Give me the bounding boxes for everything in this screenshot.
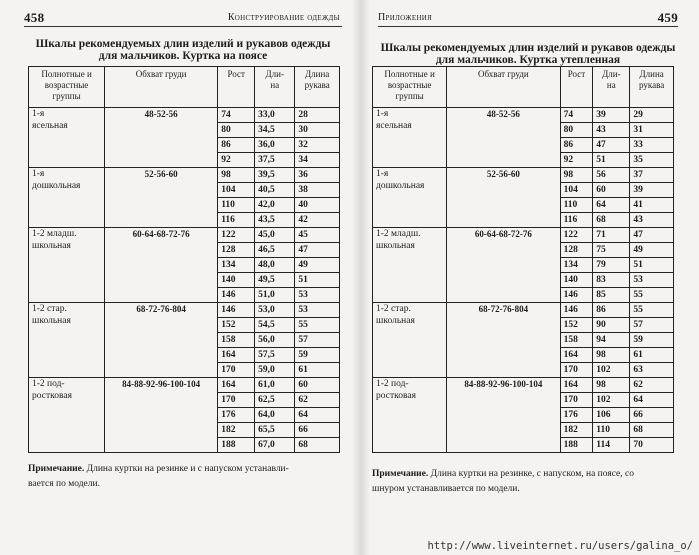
length-cell: 48,0: [255, 258, 295, 273]
length-cell: 56,0: [255, 333, 295, 348]
header-line: рукава: [304, 80, 330, 90]
length-cell: 40,5: [255, 183, 295, 198]
header-row: [373, 67, 674, 108]
sleeve-cell: 55: [630, 288, 674, 303]
height-cell: 128: [218, 243, 255, 258]
sleeve-cell: 36: [295, 168, 340, 183]
chest-cell: 52-56-60: [447, 168, 560, 228]
header-line: на: [270, 80, 280, 90]
book-gutter: [352, 0, 370, 555]
length-cell: 64,0: [255, 408, 295, 423]
height-cell: 170: [218, 363, 255, 378]
height-cell: 140: [560, 273, 593, 288]
table-note: [372, 467, 678, 497]
header-line: Полнотные и: [41, 69, 92, 79]
length-cell: 71: [593, 228, 630, 243]
length-cell: 33,0: [255, 108, 295, 123]
chest-cell: 84-88-92-96-100-104: [447, 378, 560, 453]
length-cell: 49,5: [255, 273, 295, 288]
height-cell: 104: [218, 183, 255, 198]
height-cell: 74: [560, 108, 593, 123]
sleeve-cell: 37: [630, 168, 674, 183]
group-label: школьная: [376, 241, 415, 251]
sleeve-cell: 49: [295, 258, 340, 273]
length-cell: 37,5: [255, 153, 295, 168]
chest-cell: 68-72-76-804: [447, 303, 560, 378]
sleeve-cell: 32: [295, 138, 340, 153]
sleeve-cell: 42: [295, 213, 340, 228]
length-cell: 60: [593, 183, 630, 198]
sleeve-cell: 53: [295, 303, 340, 318]
height-cell: 140: [218, 273, 255, 288]
page-number: 458: [24, 10, 45, 25]
height-cell: 74: [218, 108, 255, 123]
chest-cell: 60-64-68-72-76: [447, 228, 560, 303]
table-title: [378, 42, 678, 66]
length-cell: 102: [593, 363, 630, 378]
table-title-line: для мальчиков. Куртка на поясе: [98, 50, 268, 62]
group-cell: [373, 303, 447, 378]
note-text: вается по модели.: [28, 479, 100, 489]
height-cell: 92: [560, 153, 593, 168]
left-page: [24, 0, 342, 540]
header-line: группы: [52, 91, 81, 101]
length-cell: 75: [593, 243, 630, 258]
group-label: ясельная: [32, 121, 68, 131]
sleeve-cell: 53: [295, 288, 340, 303]
table-body: [373, 108, 674, 453]
height-cell: 80: [560, 123, 593, 138]
table-row: [373, 168, 674, 183]
height-cell: 164: [218, 378, 255, 393]
header-line: рукава: [639, 80, 665, 90]
header-line: возрастные: [44, 80, 89, 90]
note-label: Примечание.: [28, 464, 85, 474]
sleeve-cell: 35: [630, 153, 674, 168]
table-row: [373, 108, 674, 123]
length-cell: 36,0: [255, 138, 295, 153]
sleeve-cell: 61: [295, 363, 340, 378]
group-cell: [29, 228, 105, 303]
length-cell: 51: [593, 153, 630, 168]
length-cell: 47: [593, 138, 630, 153]
group-cell: [373, 378, 447, 453]
size-table: [372, 66, 674, 453]
length-cell: 114: [593, 438, 630, 453]
height-cell: 134: [560, 258, 593, 273]
length-cell: 102: [593, 393, 630, 408]
sleeve-cell: 66: [295, 423, 340, 438]
height-cell: 146: [218, 288, 255, 303]
chest-cell: 68-72-76-804: [105, 303, 218, 378]
group-cell: [29, 378, 105, 453]
length-cell: 79: [593, 258, 630, 273]
length-cell: 110: [593, 423, 630, 438]
header-line: Длина: [639, 69, 664, 79]
group-label: 1-я: [376, 169, 389, 179]
height-cell: 116: [560, 213, 593, 228]
running-head: [378, 10, 678, 27]
table-title-line: Шкалы рекомендуемых длин изделий и рукавов одежды: [35, 38, 331, 50]
sleeve-cell: 62: [295, 393, 340, 408]
header-row: [29, 67, 340, 108]
running-head: [24, 10, 342, 27]
table-row: [373, 378, 674, 393]
length-cell: 65,5: [255, 423, 295, 438]
header-height: Рост: [218, 67, 255, 108]
length-cell: 45,0: [255, 228, 295, 243]
group-cell: [373, 168, 447, 228]
table-row: [29, 108, 340, 123]
height-cell: 146: [560, 303, 593, 318]
sleeve-cell: 28: [295, 108, 340, 123]
header-sleeve: [295, 67, 340, 108]
sleeve-cell: 64: [295, 408, 340, 423]
group-cell: [29, 108, 105, 168]
header-line: Длина: [305, 69, 330, 79]
height-cell: 182: [218, 423, 255, 438]
height-cell: 164: [218, 348, 255, 363]
sleeve-cell: 68: [630, 423, 674, 438]
group-label: 1-я: [376, 109, 389, 119]
note-text: шнуром устанавливается по модели.: [372, 484, 520, 494]
sleeve-cell: 40: [295, 198, 340, 213]
sleeve-cell: 49: [630, 243, 674, 258]
group-cell: [29, 303, 105, 378]
sleeve-cell: 57: [295, 333, 340, 348]
header-line: группы: [395, 91, 424, 101]
length-cell: 57,5: [255, 348, 295, 363]
sleeve-cell: 59: [630, 333, 674, 348]
sleeve-cell: 30: [295, 123, 340, 138]
header-height: Рост: [560, 67, 593, 108]
group-label: 1-2 стар.: [376, 304, 411, 314]
table-title-line: для мальчиков. Куртка утепленная: [435, 54, 621, 66]
header-chest: Обхват груди: [105, 67, 218, 108]
header-line: Дли-: [602, 69, 621, 79]
length-cell: 53,0: [255, 303, 295, 318]
sleeve-cell: 64: [630, 393, 674, 408]
sleeve-cell: 62: [630, 378, 674, 393]
length-cell: 98: [593, 348, 630, 363]
sleeve-cell: 66: [630, 408, 674, 423]
sleeve-cell: 29: [630, 108, 674, 123]
length-cell: 86: [593, 303, 630, 318]
length-cell: 43: [593, 123, 630, 138]
header-length: [593, 67, 630, 108]
length-cell: 67,0: [255, 438, 295, 453]
height-cell: 110: [560, 198, 593, 213]
length-cell: 62,5: [255, 393, 295, 408]
note-text: Длина куртки на резинке и с напуском устанавли-: [84, 464, 289, 474]
table-title-line: Шкалы рекомендуемых длин изделий и рукавов одежды: [380, 42, 676, 54]
group-cell: [373, 228, 447, 303]
sleeve-cell: 59: [295, 348, 340, 363]
height-cell: 176: [560, 408, 593, 423]
table-row: [29, 228, 340, 243]
height-cell: 188: [218, 438, 255, 453]
length-cell: 59,0: [255, 363, 295, 378]
height-cell: 146: [560, 288, 593, 303]
sleeve-cell: 38: [295, 183, 340, 198]
table-row: [29, 378, 340, 393]
height-cell: 98: [560, 168, 593, 183]
height-cell: 158: [560, 333, 593, 348]
length-cell: 43,5: [255, 213, 295, 228]
sleeve-cell: 39: [630, 183, 674, 198]
length-cell: 61,0: [255, 378, 295, 393]
height-cell: 92: [218, 153, 255, 168]
length-cell: 46,5: [255, 243, 295, 258]
note-text: Длина куртки на резинке, с напуском, на поясе, со: [428, 469, 634, 479]
table-row: [29, 303, 340, 318]
running-head-title: Конструирование одежды: [227, 12, 340, 23]
height-cell: 158: [218, 333, 255, 348]
height-cell: 146: [218, 303, 255, 318]
height-cell: 152: [218, 318, 255, 333]
sleeve-cell: 55: [295, 318, 340, 333]
table-title: [24, 38, 342, 62]
sleeve-cell: 45: [295, 228, 340, 243]
sleeve-cell: 31: [630, 123, 674, 138]
header-sleeve: [630, 67, 674, 108]
sleeve-cell: 57: [630, 318, 674, 333]
length-cell: 54,5: [255, 318, 295, 333]
length-cell: 39: [593, 108, 630, 123]
length-cell: 68: [593, 213, 630, 228]
group-label: ростковая: [376, 391, 416, 401]
chest-cell: 48-52-56: [105, 108, 218, 168]
header-length: [255, 67, 295, 108]
group-label: ростковая: [32, 391, 72, 401]
note-label: Примечание.: [372, 469, 429, 479]
height-cell: 134: [218, 258, 255, 273]
header-line: возрастные: [387, 80, 432, 90]
length-cell: 51,0: [255, 288, 295, 303]
height-cell: 128: [560, 243, 593, 258]
chest-cell: 52-56-60: [105, 168, 218, 228]
height-cell: 164: [560, 378, 593, 393]
group-label: школьная: [32, 241, 71, 251]
group-label: дошкольная: [32, 181, 81, 191]
group-label: 1-я: [32, 169, 45, 179]
group-cell: [29, 168, 105, 228]
group-cell: [373, 108, 447, 168]
length-cell: 98: [593, 378, 630, 393]
height-cell: 110: [218, 198, 255, 213]
group-label: 1-2 младш.: [32, 229, 77, 239]
header-line: Полнотные и: [384, 69, 435, 79]
length-cell: 42,0: [255, 198, 295, 213]
table-body: [29, 108, 340, 453]
length-cell: 56: [593, 168, 630, 183]
table-row: [373, 303, 674, 318]
height-cell: 176: [218, 408, 255, 423]
sleeve-cell: 43: [630, 213, 674, 228]
sleeve-cell: 53: [630, 273, 674, 288]
length-cell: 39,5: [255, 168, 295, 183]
table-header: [29, 67, 340, 108]
height-cell: 170: [218, 393, 255, 408]
group-label: 1-2 под-: [376, 379, 409, 389]
group-label: школьная: [376, 316, 415, 326]
length-cell: 94: [593, 333, 630, 348]
length-cell: 106: [593, 408, 630, 423]
group-label: 1-2 младш.: [376, 229, 421, 239]
group-label: школьная: [32, 316, 71, 326]
height-cell: 80: [218, 123, 255, 138]
header-group: [29, 67, 105, 108]
sleeve-cell: 47: [295, 243, 340, 258]
sleeve-cell: 51: [630, 258, 674, 273]
header-line: на: [606, 80, 616, 90]
height-cell: 170: [560, 363, 593, 378]
group-label: ясельная: [376, 121, 412, 131]
height-cell: 86: [218, 138, 255, 153]
sleeve-cell: 63: [630, 363, 674, 378]
sleeve-cell: 47: [630, 228, 674, 243]
watermark-url: http://www.liveinternet.ru/users/galina_o/: [427, 540, 693, 552]
length-cell: 90: [593, 318, 630, 333]
height-cell: 116: [218, 213, 255, 228]
length-cell: 85: [593, 288, 630, 303]
group-label: дошкольная: [376, 181, 425, 191]
table-note: [28, 462, 342, 492]
length-cell: 64: [593, 198, 630, 213]
chest-cell: 60-64-68-72-76: [105, 228, 218, 303]
sleeve-cell: 55: [630, 303, 674, 318]
header-chest: Обхват груди: [447, 67, 560, 108]
size-table: [28, 66, 340, 453]
sleeve-cell: 33: [630, 138, 674, 153]
height-cell: 152: [560, 318, 593, 333]
running-head-title: Приложения: [378, 12, 433, 23]
length-cell: 34,5: [255, 123, 295, 138]
height-cell: 98: [218, 168, 255, 183]
chest-cell: 48-52-56: [447, 108, 560, 168]
chest-cell: 84-88-92-96-100-104: [105, 378, 218, 453]
length-cell: 83: [593, 273, 630, 288]
table-row: [29, 168, 340, 183]
page-number: 459: [657, 10, 678, 25]
height-cell: 86: [560, 138, 593, 153]
height-cell: 170: [560, 393, 593, 408]
height-cell: 122: [218, 228, 255, 243]
height-cell: 122: [560, 228, 593, 243]
group-label: 1-2 под-: [32, 379, 65, 389]
height-cell: 164: [560, 348, 593, 363]
sleeve-cell: 34: [295, 153, 340, 168]
sleeve-cell: 51: [295, 273, 340, 288]
right-page: [372, 0, 678, 540]
sleeve-cell: 61: [630, 348, 674, 363]
header-group: [373, 67, 447, 108]
height-cell: 104: [560, 183, 593, 198]
sleeve-cell: 60: [295, 378, 340, 393]
table-row: [373, 228, 674, 243]
sleeve-cell: 41: [630, 198, 674, 213]
table-header: [373, 67, 674, 108]
group-label: 1-я: [32, 109, 45, 119]
sleeve-cell: 70: [630, 438, 674, 453]
height-cell: 188: [560, 438, 593, 453]
height-cell: 182: [560, 423, 593, 438]
header-line: Дли-: [265, 69, 284, 79]
sleeve-cell: 68: [295, 438, 340, 453]
group-label: 1-2 стар.: [32, 304, 67, 314]
